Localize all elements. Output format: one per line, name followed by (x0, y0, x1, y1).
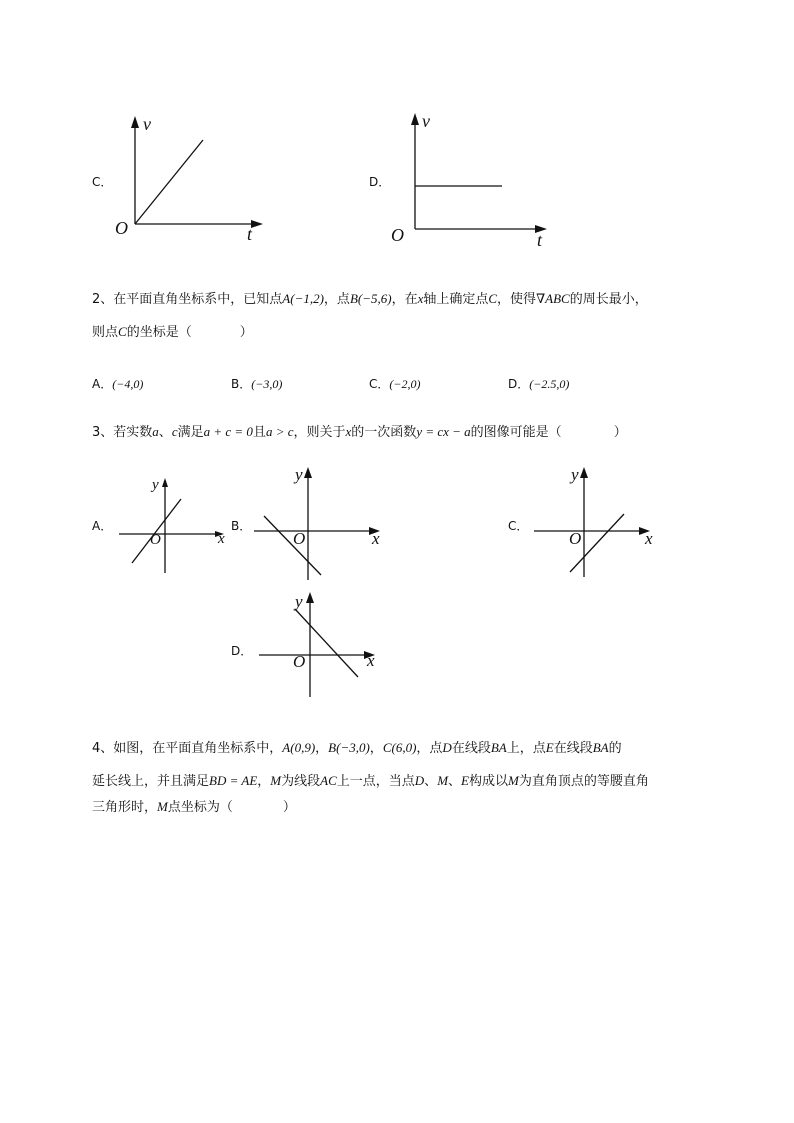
x-axis-label: t (537, 230, 543, 250)
origin-label: O (293, 529, 306, 548)
q1-graph-d (385, 105, 560, 250)
q3-option-d-label[interactable]: D． (231, 644, 253, 658)
q2-option-b[interactable]: B．(−3,0) (231, 377, 283, 391)
y-axis-arrow (304, 467, 312, 478)
y-axis-label: v (422, 111, 430, 131)
q4-stem-line3: 三角形时，M点坐标为（ ） (92, 799, 296, 815)
q2-option-c[interactable]: C．(−2,0) (369, 377, 421, 391)
x-axis-label: x (645, 529, 653, 548)
q1-option-d-label: D． (369, 175, 391, 189)
origin-label: O (150, 532, 161, 548)
x-axis-label: x (218, 531, 225, 547)
y-axis-label: y (152, 477, 159, 493)
line-graph (135, 140, 203, 224)
q3-option-c-label[interactable]: C． (508, 519, 529, 533)
q3-graph-b (250, 462, 390, 587)
q3-graph-d (255, 587, 385, 702)
q2-option-d[interactable]: D．(−2.5,0) (508, 377, 570, 391)
y-axis-arrow (162, 478, 168, 487)
q1-graph-c (105, 110, 275, 245)
x-axis-label: t (247, 224, 253, 244)
x-axis-label: x (372, 529, 380, 548)
q3-option-b-label[interactable]: B． (231, 519, 252, 533)
y-axis-arrow (131, 116, 139, 128)
q3-graph-a (115, 475, 230, 580)
q2-stem-line1: 2、在平面直角坐标系中，已知点A(−1,2)，点B(−5,6)，在x轴上确定点C，使得∇ABC的周长最小， (92, 291, 648, 307)
origin-label: O (569, 529, 582, 548)
q3-graph-c (530, 462, 660, 587)
q2-option-a[interactable]: A．(−4,0) (92, 377, 144, 391)
q2-stem-line2: 则点C的坐标是（ ） (92, 324, 253, 340)
q4-stem-line2: 延长线上，并且满足BD = AE，M为线段AC上一点，当点D、M、E构成以M为直角顶点的等腰直角 (92, 773, 649, 789)
y-axis-label: y (295, 592, 303, 611)
x-axis-label: x (367, 651, 375, 670)
origin-label: O (115, 218, 128, 238)
y-axis-label: v (143, 114, 151, 134)
y-axis-arrow (411, 113, 419, 125)
y-axis-arrow (306, 592, 314, 603)
line-graph (132, 499, 181, 563)
q3-option-a-label[interactable]: A． (92, 519, 113, 533)
q3-stem: 3、若实数a、c满足a + c = 0且a > c，则关于x的一次函数y = cx − a的图像可能是（ ） (92, 424, 627, 440)
y-axis-label: y (571, 465, 579, 484)
x-axis-arrow (251, 220, 263, 228)
origin-label: O (293, 652, 306, 671)
y-axis-label: y (295, 465, 303, 484)
origin-label: O (391, 225, 404, 245)
q4-stem-line1: 4、如图，在平面直角坐标系中，A(0,9)，B(−3,0)，C(6,0)，点D在线段BA上，点E在线段BA的 (92, 740, 622, 756)
y-axis-arrow (580, 467, 588, 478)
q1-option-c-label: C． (92, 175, 113, 189)
